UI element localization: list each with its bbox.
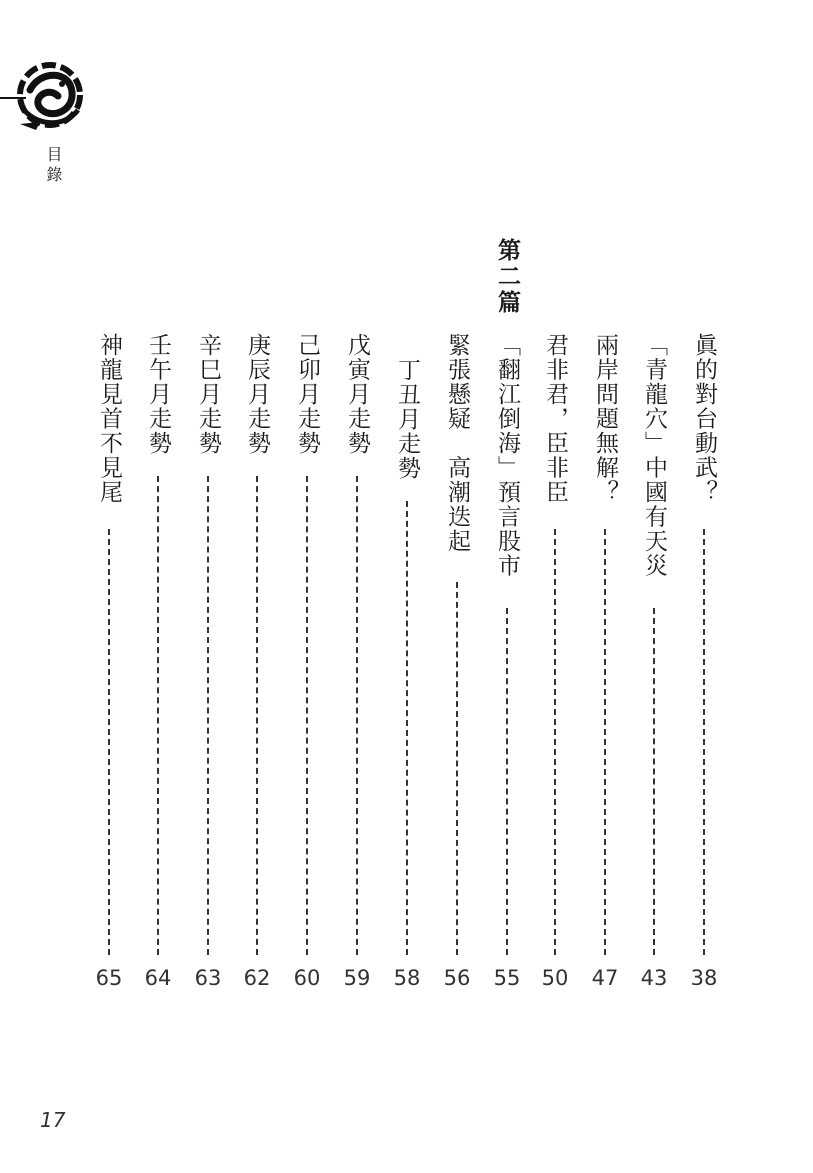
toc-dot-leader [356, 476, 358, 956]
toc-dot-leader [456, 582, 458, 956]
toc-entry-page: 43 [640, 966, 668, 990]
toc-entry-page: 55 [493, 966, 521, 990]
toc-dot-leader [653, 608, 655, 955]
toc-entry-page: 64 [144, 966, 172, 990]
toc-dot-leader [207, 476, 209, 956]
toc-entry-page: 60 [293, 966, 321, 990]
toc-entry-page: 59 [343, 966, 371, 990]
toc-entry-title: 庚辰月走勢 [244, 333, 270, 456]
page-number: 17 [40, 1108, 66, 1132]
toc-entry-page: 56 [443, 966, 471, 990]
toc-entry-title: 辛巳月走勢 [195, 333, 221, 456]
toc-dot-leader [256, 476, 258, 956]
toc-entry-page: 63 [194, 966, 222, 990]
toc-entry-title: 「翻江倒海」預言股市 [494, 333, 520, 578]
toc-entry-title: 兩岸問題無解？ [592, 333, 618, 505]
toc-dot-leader [506, 608, 508, 955]
toc-entry-page: 65 [95, 966, 123, 990]
section-label: 目錄 [44, 146, 63, 186]
toc-entry-title: 緊張懸疑 高潮迭起 [444, 333, 470, 554]
toc-entry-page: 62 [243, 966, 271, 990]
toc-entry-title: 己卯月走勢 [294, 333, 320, 456]
toc-dot-leader [406, 501, 408, 956]
toc-entry-title: 壬午月走勢 [145, 333, 171, 456]
toc-entry-title: 「青龍穴」中國有天災 [641, 333, 667, 578]
toc-dot-leader [157, 476, 159, 956]
toc-dot-leader [604, 529, 606, 956]
toc-dot-leader [703, 529, 705, 956]
toc-entry-title: 戊寅月走勢 [344, 333, 370, 456]
toc-entry-title: 神龍見首不見尾 [96, 333, 122, 505]
toc-dot-leader [306, 476, 308, 956]
toc-entry-title: 君非君，臣非臣 [542, 333, 568, 505]
toc-entry-page: 38 [690, 966, 718, 990]
part-heading: 第二篇 [494, 238, 521, 316]
toc-entry-page: 58 [393, 966, 421, 990]
toc-entry-title: 眞的對台動武？ [691, 333, 717, 505]
toc-entry-page: 50 [541, 966, 569, 990]
toc-entry-page: 47 [591, 966, 619, 990]
toc-entry-title: 丁丑月走勢 [394, 358, 420, 481]
toc-dot-leader [554, 529, 556, 956]
toc-dot-leader [108, 529, 110, 956]
